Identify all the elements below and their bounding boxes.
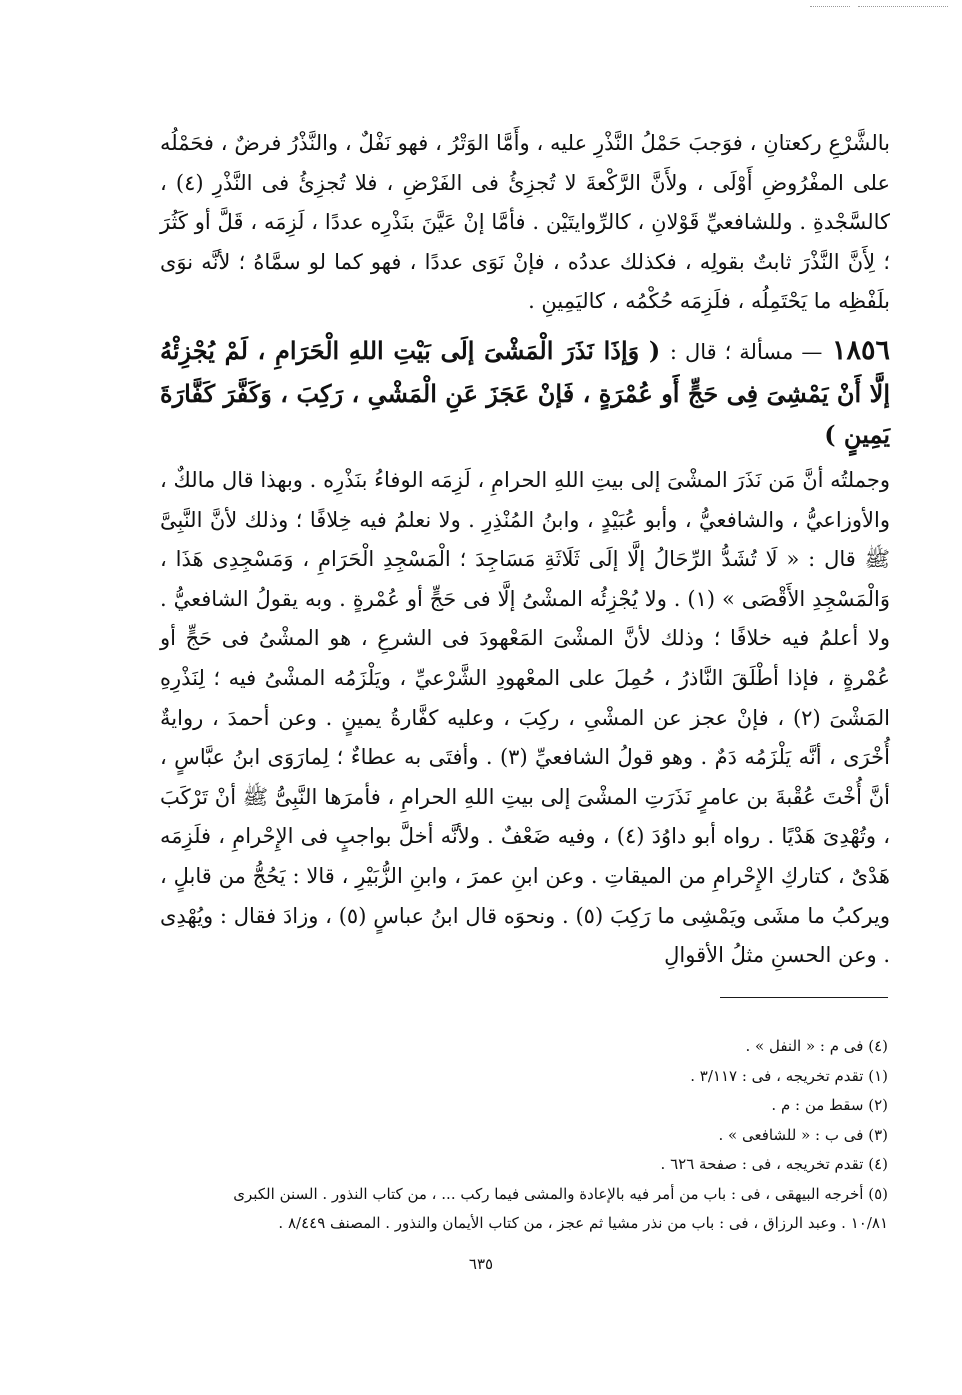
footnotes <box>160 1032 888 1239</box>
footnote: (٣) فى ب : « للشافعى » . <box>718 1125 888 1144</box>
page-number: ٦٣٥ <box>468 1255 494 1273</box>
scan-mark <box>858 6 948 7</box>
footnote: (٤) فى م : « النفل » . <box>745 1037 888 1055</box>
issue-text: ( وَإذَا نَذَرَ الْمَشْىَ إلَى بَيْتِ اللهِ الْحَرَامِ ، لَمْ يُجْزِئْهُ إلَّا أَنْ يَمْشِىَ فِى حَجٍّ أَو عُمْرَةٍ ، فَإنْ عَجَزَ عَنِ الْمَشْىِ ، رَكِبَ ، وَكَفَّرَ كَفَّارَةَ يَمِينٍ ) <box>160 335 890 449</box>
footnote-divider <box>720 997 888 998</box>
intro-paragraph: بالشَّرْعِ ركعتانِ ، فوَجبَ حَمْلُ النَّذْرِ عليه ، وأَمَّا الوَتْرُ ، فهو نَفْلٌ ، والنَّذْرُ فرضٌ ، فحَمْلُه على المفْرُوضِ أَوْلَى ، ولأَنَّ الرَّكْعةَ لا تُجزِئُ فى الفَرْضِ ، فلا تُجزِئُ فى النَّذْرِ (٤) ، كالسَّجْدةِ . وللشافعيِّ قَوْلانِ ، كالرِّوايتَيْن . فأمَّا إنْ عَيَّنَ بنَذْرِه عددًا ، لَزِمَه ، قَلَّ أو كَثُرَ ؛ لِأَنَّ النَّذْرَ ثابتٌ بقولِه ، فكذلك عددُه ، فإنْ نَوَى عددًا ، فهو كما لو سمَّاهُ ؛ لأنَّه نوَى بلَفْظِه ما يَحْتَمِلُه ، فلَزِمَه حُكْمُه ، كاليَمِينِ . <box>160 131 890 314</box>
footnote: (٥) أخرجه البيهقى ، فى : باب من أمر فيه بالإعادة والمشى فيما ركب ... ، من كتاب النذور . السنن الكبرى <box>233 1184 888 1203</box>
body-paragraph: وجملتُه أنَّ مَن نَذَرَ المشْىَ إلى بيتِ اللهِ الحرامِ ، لَزِمَه الوفاءُ بنَذْرِه . وبهذا قال مالكٌ ، والأوزاعيُّ ، والشافعيُّ ، وأبو عُبَيْدٍ ، وابنُ المُنْذِرِ . ولا نعلمُ فيه خِلافًا ؛ وذلك لأنَّ النَّبِىَّ ﷺ قال : « لَا تُشَدُّ الرِّحَالُ إلَّا إلَى ثَلَاثَةِ مَسَاجِدَ ؛ الْمَسْجِدِ الْحَرَامِ ، وَمَسْجِدِى هَذَا ، وَالْمَسْجِدِ الأَقْصَى » (١) . ولا يُجْزِئُه المشْىُ إلَّا فى حَجٍّ أو عُمْرةٍ . وبه يقولُ الشافعيُّ . ولا أعلمُ فيه خلافًا ؛ وذلك لأنَّ المشْىَ المَعْهودَ فى الشرعِ ، هو المشْىُ فى حَجٍّ أو عُمْرةٍ ، فإذا أطْلَقَ النَّاذرُ ، حُمِلَ على المعْهودِ الشَّرْعيِّ ، ويَلْزَمُه المشْىُ فيه ؛ لِنَذْرِهِ المَشْىَ (٢) ، فإنْ عجز عن المشْىِ ، ركِبَ ، وعليه كفَّارةُ يمينٍ . وعن أحمدَ ، روايةٌ أُخْرَى ، أنَّه يَلْزَمُه دَمٌ . وهو قولُ الشافعيِّ (٣) . وأفتَى به عطاءٌ ؛ لِمارَوَى ابنُ عبَّاسٍ ، أنَّ أُخْتَ عُقْبةَ بن عامرٍ نَذَرَتِ المشْىَ إلى بيتِ اللهِ الحرامِ ، فأمرَها النَّبِىُّ ﷺ أنْ تَرْكَبَ ، وتُهْدِىَ هَدْيًا . رواه أبو داوُدَ (٤) ، وفيه ضَعْفٌ . ولأنَّه أخلَّ بواجبٍ فى الإِحْرامِ ، فلَزِمَه هَدْىٌ ، كتاركِ الإِحْرامِ من الميقاتِ . وعن ابنِ عمرَ ، وابنِ الزُّبَيْرِ ، قالا : يَحُجُّ من قابلٍ ، ويركبُ ما مشَى ويَمْشِى ما رَكِبَ (٥) . ونحوَه قال ابنُ عباسٍ (٥) ، وزادَ فقال : ويُهْدِى . وعن الحسنِ مثلُ الأقوالِ <box>160 467 891 968</box>
issue-number: ١٨٥٦ <box>832 334 891 366</box>
scan-mark <box>810 6 850 7</box>
footnote: (٤) تقدم تخريجه ، فى : صفحة ٦٢٦ . <box>660 1155 888 1173</box>
main-text <box>160 124 890 976</box>
issue-heading <box>160 330 890 455</box>
footnote: (٢) سقط من : م . <box>771 1096 888 1114</box>
issue-label: — مسألة ؛ قال : <box>669 339 823 364</box>
footnote: ١٠/٨١ . وعبد الرزاق ، فى : باب من نذر مشيا ثم عجز ، من كتاب الأيمان والنذور . المصنف ٨/٤٤٩ . <box>278 1214 888 1232</box>
footnote: (١) تقدم تخريجه ، فى : ٣/١١٧ . <box>690 1066 888 1085</box>
